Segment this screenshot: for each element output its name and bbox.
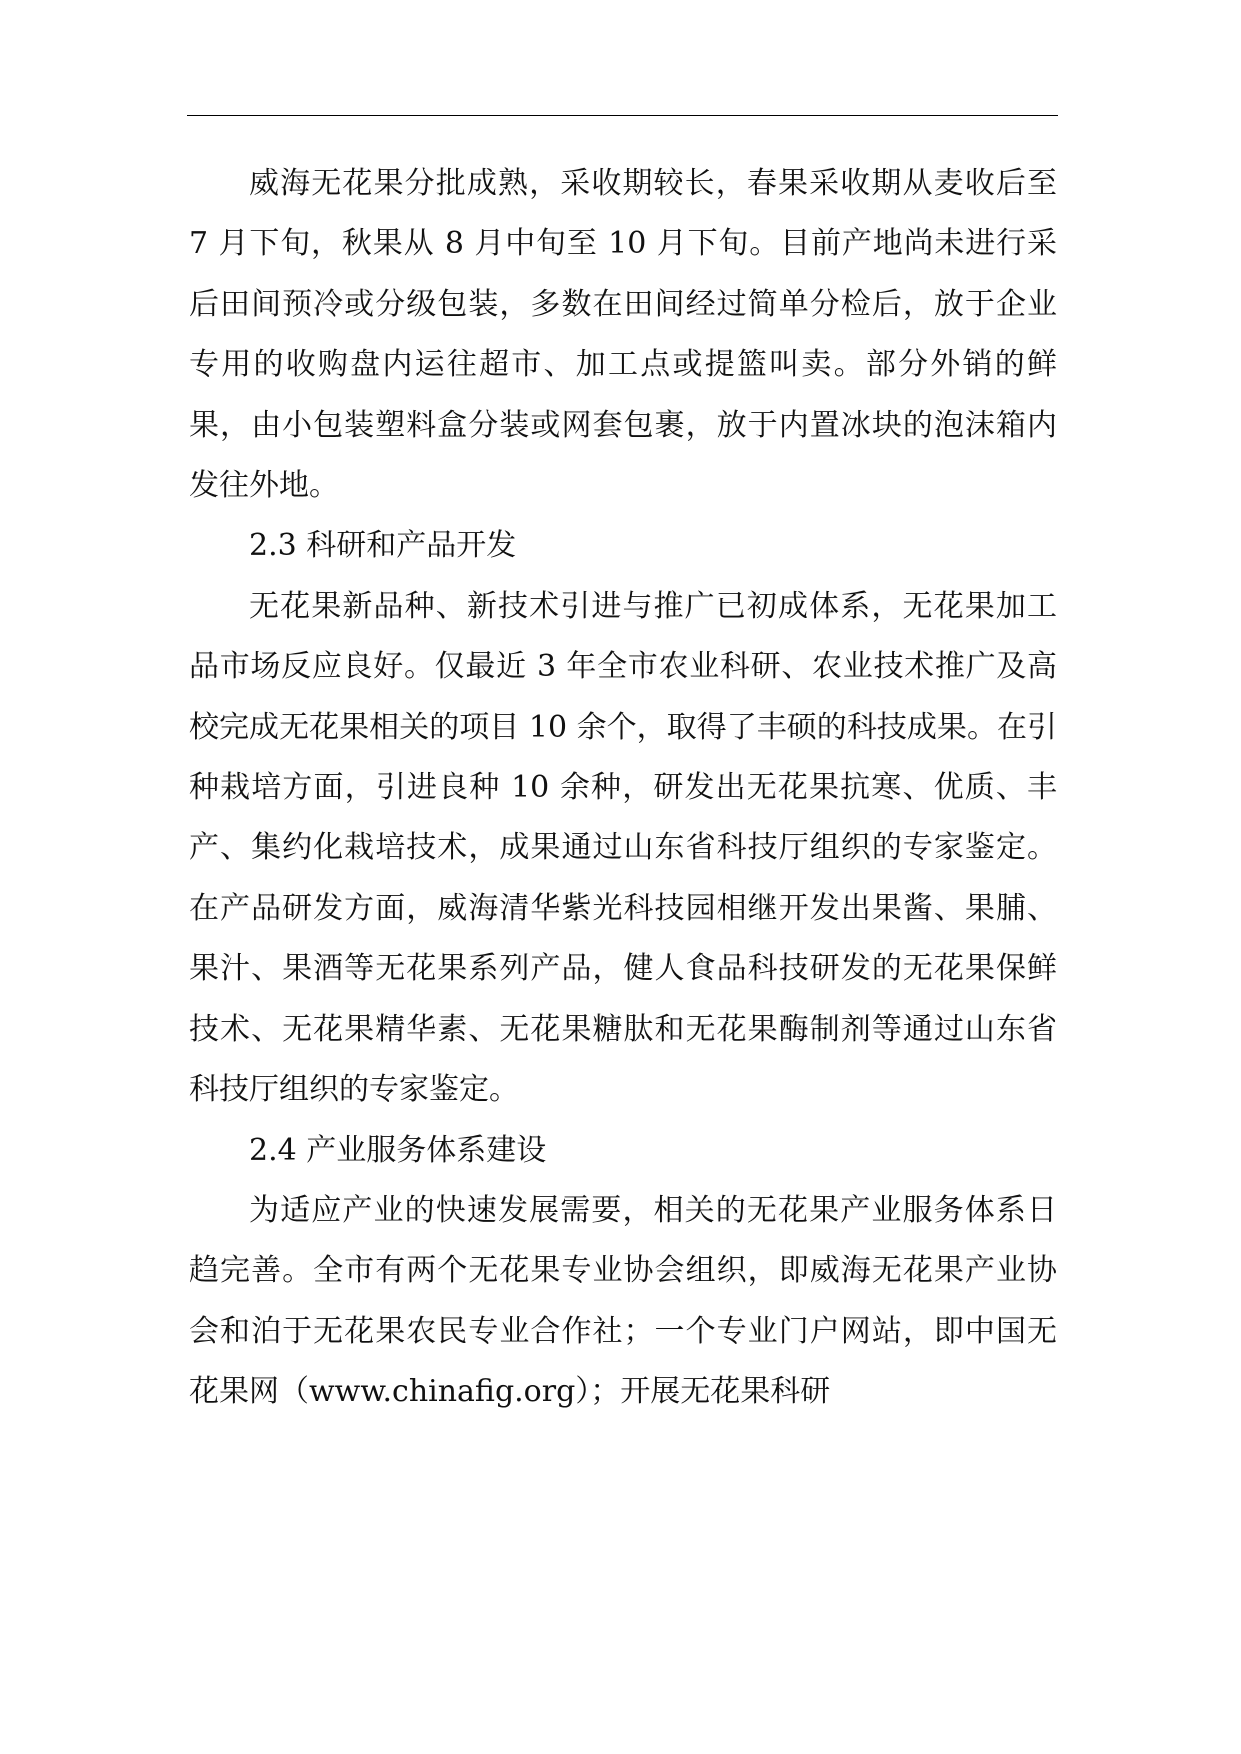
section-heading-2-3: 2.3 科研和产品开发 [249,528,517,564]
paragraph-service-system: 为适应产业的快速发展需要，相关的无花果产业服务体系日趋完善。全市有两个无花果专业协会组织，即威海无花果产业协会和泊于无花果农民专业合作社；一个专业门户网站，即中国无花果网（www.chinafig.org）；开展无花果科研 [189,1192,1057,1410]
paragraph-research: 无花果新品种、新技术引进与推广已初成体系，无花果加工品市场反应良好。仅最近 3 年全市农业科研、农业技术推广及高校完成无花果相关的项目 10 余个，取得了丰硕的科技成果。在引种栽培方面，引进良种 10 余种，研发出无花果抗寒、优质、丰产、集约化栽培技术，成果通过山东省科技厅组织的专家鉴定。在产品研发方面，威海清华紫光科技园相继开发出果酱、果脯、果汁、果酒等无花果系列产品，健人食品科技研发的无花果保鲜技术、无花果精华素、无花果糖肽和无花果酶制剂等通过山东省科技厅组织的专家鉴定。 [189,588,1057,1108]
paragraph-harvest: 威海无花果分批成熟，采收期较长，春果采收期从麦收后至 7 月下旬，秋果从 8 月中旬至 10 月下旬。目前产地尚未进行采后田间预冷或分级包装，多数在田间经过简单分检后，放于企业专用的收购盘内运往超市、加工点或提篮叫卖。部分外销的鲜果，由小包装塑料盒分装或网套包裹，放于内置冰块的泡沫箱内发往外地。 [189,166,1057,504]
header-rule [187,115,1058,116]
section-heading-2-4: 2.4 产业服务体系建设 [249,1132,547,1168]
document-body [189,154,1057,1423]
